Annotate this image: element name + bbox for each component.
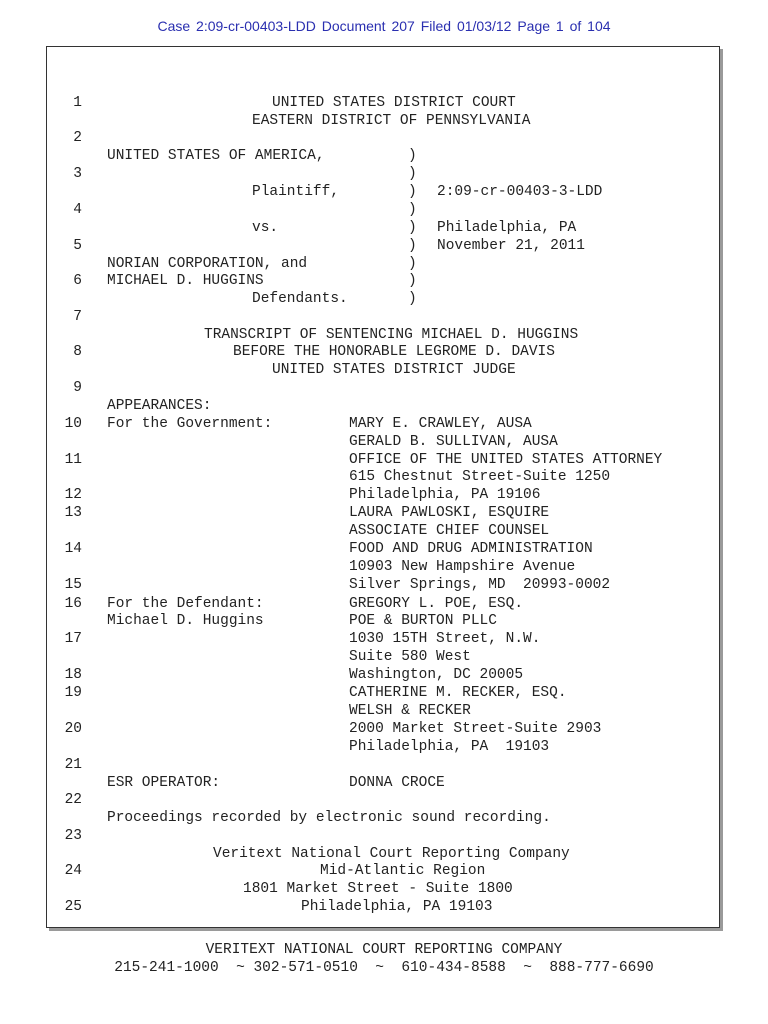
line-number: 19 (64, 685, 82, 701)
caption-versus: vs. (252, 220, 279, 236)
line-number: 16 (64, 596, 82, 612)
government-address: 615 Chestnut Street-Suite 1250 (349, 469, 611, 485)
caption-paren: ) (408, 202, 417, 218)
government-office: OFFICE OF THE UNITED STATES ATTORNEY (349, 452, 663, 468)
line-number: 20 (64, 721, 82, 737)
line-number: 7 (73, 309, 82, 325)
caption-paren: ) (408, 238, 417, 254)
caption-defendant-party: NORIAN CORPORATION, and (107, 256, 308, 272)
caption-plaintiff-label: Plaintiff, (252, 184, 340, 200)
government-address: Silver Springs, MD 20993-0002 (349, 577, 611, 593)
government-counsel-title: ASSOCIATE CHIEF COUNSEL (349, 523, 550, 539)
esr-operator-label: ESR OPERATOR: (107, 775, 221, 791)
caption-case-number: 2:09-cr-00403-3-LDD (437, 184, 603, 200)
caption-paren: ) (408, 256, 417, 272)
defense-address: 2000 Market Street-Suite 2903 (349, 721, 602, 737)
line-number: 9 (73, 380, 82, 396)
line-number: 15 (64, 577, 82, 593)
line-number: 12 (64, 487, 82, 503)
line-number: 25 (64, 899, 82, 915)
filing-header (0, 18, 768, 34)
line-number: 4 (73, 202, 82, 218)
defense-firm: POE & BURTON PLLC (349, 613, 497, 629)
government-counsel: MARY E. CRAWLEY, AUSA (349, 416, 532, 432)
caption-paren: ) (408, 273, 417, 289)
defense-counsel: CATHERINE M. RECKER, ESQ. (349, 685, 567, 701)
government-address: Philadelphia, PA 19106 (349, 487, 541, 503)
line-number: 22 (64, 792, 82, 808)
defendant-name: Michael D. Huggins (107, 613, 264, 629)
defense-address: Suite 580 West (349, 649, 471, 665)
line-number: 5 (73, 238, 82, 254)
line-number: 8 (73, 344, 82, 360)
defense-counsel: GREGORY L. POE, ESQ. (349, 596, 524, 612)
filed-date: Filed 01/03/12 (420, 18, 512, 34)
government-label: For the Government: (107, 416, 273, 432)
district-name: EASTERN DISTRICT OF PENNSYLVANIA (252, 113, 531, 129)
defense-address: Philadelphia, PA 19103 (349, 739, 550, 755)
defense-firm: WELSH & RECKER (349, 703, 471, 719)
footer-phones: 215-241-1000 ~ 302-571-0510 ~ 610-434-8588 ~ 888-777-6690 (114, 960, 654, 976)
caption-paren: ) (408, 148, 417, 164)
defense-address: 1030 15TH Street, N.W. (349, 631, 541, 647)
court-name: UNITED STATES DISTRICT COURT (272, 95, 516, 111)
line-number: 21 (64, 757, 82, 773)
government-office: FOOD AND DRUG ADMINISTRATION (349, 541, 593, 557)
line-number: 1 (73, 95, 82, 111)
government-counsel: GERALD B. SULLIVAN, AUSA (349, 434, 558, 450)
defendant-label: For the Defendant: (107, 596, 264, 612)
caption-defendant-name: MICHAEL D. HUGGINS (107, 273, 264, 289)
caption-plaintiff-party: UNITED STATES OF AMERICA, (107, 148, 325, 164)
line-number: 18 (64, 667, 82, 683)
esr-operator-name: DONNA CROCE (349, 775, 445, 791)
reporter-address: 1801 Market Street - Suite 1800 (243, 881, 513, 897)
caption-paren: ) (408, 166, 417, 182)
transcript-judge-title: UNITED STATES DISTRICT JUDGE (272, 362, 516, 378)
line-number: 24 (64, 863, 82, 879)
line-number: 23 (64, 828, 82, 844)
line-number: 17 (64, 631, 82, 647)
line-number: 2 (73, 130, 82, 146)
document-number: Document 207 (321, 18, 415, 34)
appearances-heading: APPEARANCES: (107, 398, 212, 414)
proceedings-note: Proceedings recorded by electronic sound recording. (107, 810, 551, 826)
caption-defendants-label: Defendants. (252, 291, 348, 307)
caption-date: November 21, 2011 (437, 238, 585, 254)
page-indicator: Page 1 of 104 (517, 18, 611, 34)
defense-address: Washington, DC 20005 (349, 667, 524, 683)
caption-paren: ) (408, 220, 417, 236)
footer-company: VERITEXT NATIONAL COURT REPORTING COMPANY (205, 942, 563, 958)
government-counsel: LAURA PAWLOSKI, ESQUIRE (349, 505, 550, 521)
case-number: Case 2:09-cr-00403-LDD (157, 18, 316, 34)
transcript-judge-line: BEFORE THE HONORABLE LEGROME D. DAVIS (233, 344, 555, 360)
line-number: 13 (64, 505, 82, 521)
line-number: 10 (64, 416, 82, 432)
line-number: 3 (73, 166, 82, 182)
caption-paren: ) (408, 291, 417, 307)
reporter-region: Mid-Atlantic Region (320, 863, 486, 879)
line-number: 14 (64, 541, 82, 557)
line-number: 6 (73, 273, 82, 289)
government-address: 10903 New Hampshire Avenue (349, 559, 576, 575)
reporter-city: Philadelphia, PA 19103 (301, 899, 493, 915)
caption-location: Philadelphia, PA (437, 220, 577, 236)
line-number: 11 (64, 452, 82, 468)
transcript-title: TRANSCRIPT OF SENTENCING MICHAEL D. HUGGINS (204, 327, 579, 343)
caption-paren: ) (408, 184, 417, 200)
reporter-company: Veritext National Court Reporting Company (213, 846, 570, 862)
